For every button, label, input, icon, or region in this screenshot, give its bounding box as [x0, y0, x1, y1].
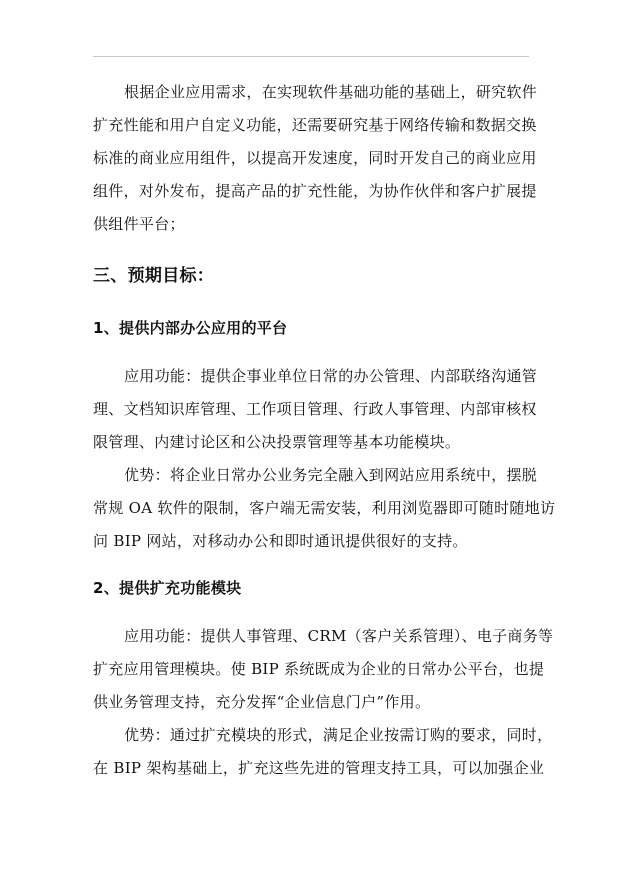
intro-line: 标准的商业应用组件，以提高开发速度，同时开发自己的商业应用 — [93, 149, 537, 167]
function-line: 限管理、内建讨论区和公决投票管理等基本功能模块。 — [93, 433, 461, 451]
advantage-line: 常规 OA 软件的限制，客户端无需安装，利用浏览器即可随时随地访 — [93, 499, 556, 517]
advantage-line: 优势：通过扩充模块的形式，满足企业按需订购的要求，同时， — [124, 726, 553, 744]
function-line: 应用功能：提供企事业单位日常的办公管理、内部联络沟通管 — [124, 367, 538, 385]
function-line: 供业务管理支持，充分发挥“企业信息门户”作用。 — [93, 693, 431, 711]
advantage-line: 在 BIP 架构基础上，扩充这些先进的管理支持工具，可以加强企业 — [93, 759, 545, 777]
function-line: 理、文档知识库管理、工作项目管理、行政人事管理、内部审核权 — [93, 400, 537, 418]
intro-line: 根据企业应用需求，在实现软件基础功能的基础上，研究软件 — [124, 83, 538, 101]
advantage-line: 优势：将企业日常办公业务完全融入到网站应用系统中，摆脱 — [124, 466, 538, 484]
intro-line: 组件，对外发布，提高产品的扩充性能，为协作伙伴和客户扩展提 — [93, 182, 537, 200]
subsection-title: 1、提供内部办公应用的平台 — [93, 319, 288, 337]
intro-line: 供组件平台； — [93, 215, 185, 233]
function-line: 扩充应用管理模块。使 BIP 系统既成为企业的日常办公平台，也提 — [93, 660, 545, 678]
subsection-title: 2、提供扩充功能模块 — [93, 579, 242, 597]
intro-line: 扩充性能和用户自定义功能，还需要研究基于网络传输和数据交换 — [93, 116, 537, 134]
section-title: 三、预期目标： — [93, 266, 215, 286]
advantage-line: 问 BIP 网站，对移动办公和即时通讯提供很好的支持。 — [93, 532, 468, 550]
function-line: 应用功能：提供人事管理、CRM（客户关系管理）、电子商务等 — [124, 627, 554, 645]
header-divider — [93, 56, 529, 57]
